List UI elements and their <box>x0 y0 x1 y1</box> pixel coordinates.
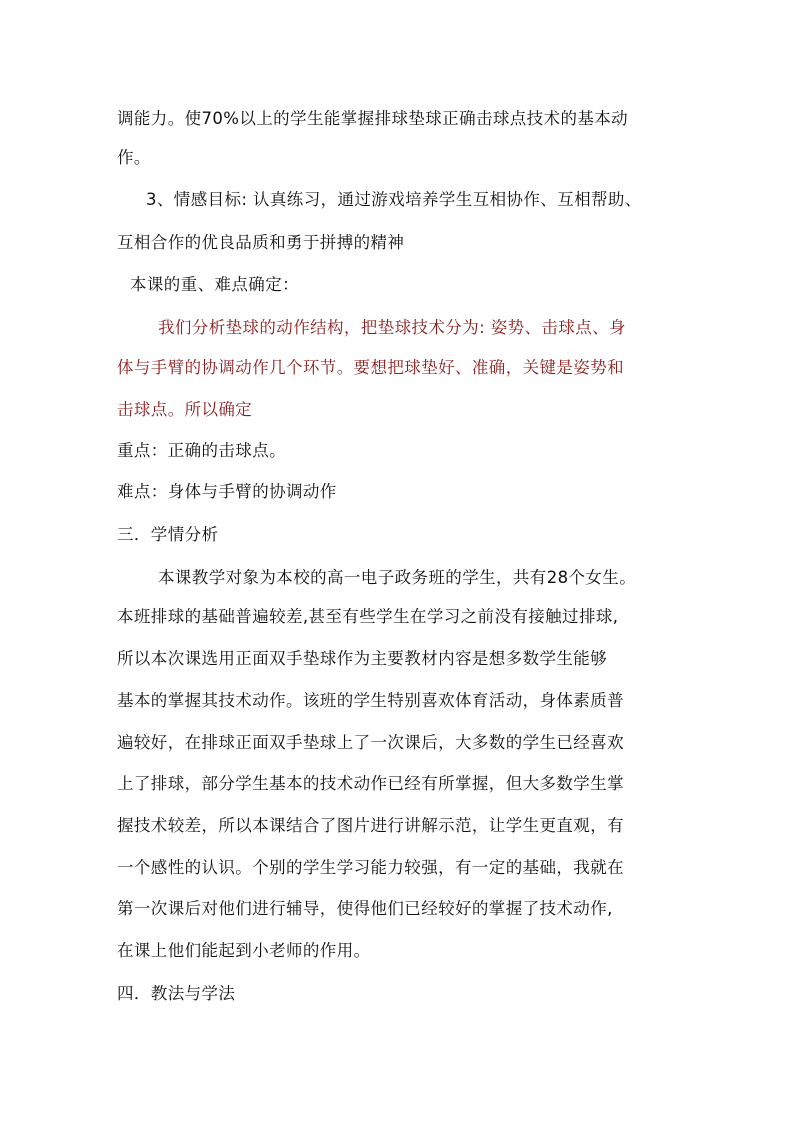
section-heading-analysis: 三．学情分析 <box>117 525 219 544</box>
body-text-line: 上了排球，部分学生基本的技术动作已经有所掌握，但大多数学生掌 <box>117 774 624 793</box>
body-text-line: 遍较好，在排球正面双手垫球上了一次课后，大多数的学生已经喜欢 <box>117 733 624 752</box>
body-text-line: 所以本次课选用正面双手垫球作为主要教材内容是想多数学生能够 <box>117 649 608 668</box>
body-text-line: 握技术较差，所以本课结合了图片进行讲解示范，让学生更直观，有 <box>117 816 624 835</box>
highlighted-text-line: 我们分析垫球的动作结构，把垫球技术分为: 姿势、击球点、身 <box>158 318 626 337</box>
body-text-line: 基本的掌握其技术动作。该班的学生特别喜欢体育活动，身体素质普 <box>117 691 624 710</box>
body-text-line: 调能力。使70%以上的学生能掌握排球垫球正确击球点技术的基本动 <box>117 109 629 128</box>
body-text-line: 作。 <box>117 148 151 167</box>
highlighted-text-line: 击球点。所以确定 <box>117 400 253 419</box>
body-text-line: 第一次课后对他们进行辅导，使得他们已经较好的掌握了技术动作, <box>117 899 613 918</box>
key-point-line: 重点：正确的击球点。 <box>117 441 286 460</box>
body-text-line: 一个感性的认识。个别的学生学习能力较强，有一定的基础，我就在 <box>117 858 624 877</box>
body-text-line: 本课教学对象为本校的高一电子政务班的学生，共有28个女生。 <box>158 568 637 587</box>
highlighted-text-line: 体与手臂的协调动作几个环节。要想把球垫好、准确，关键是姿势和 <box>117 358 624 377</box>
body-text-line: 在课上他们能起到小老师的作用。 <box>117 941 371 960</box>
key-points-heading: 本课的重、难点确定： <box>130 275 299 294</box>
body-text-line: 互相合作的优良品质和勇于拼搏的精神 <box>117 233 405 252</box>
difficult-point-line: 难点：身体与手臂的协调动作 <box>117 482 337 501</box>
body-text-line: 本班排球的基础普遍较差,甚至有些学生在学习之前没有接触过排球, <box>117 607 619 626</box>
section-heading-methods: 四．教法与学法 <box>117 984 236 1003</box>
affective-objective-heading: 3、情感目标: 认真练习，通过游戏培养学生互相协作、互相帮助、 <box>146 190 642 209</box>
